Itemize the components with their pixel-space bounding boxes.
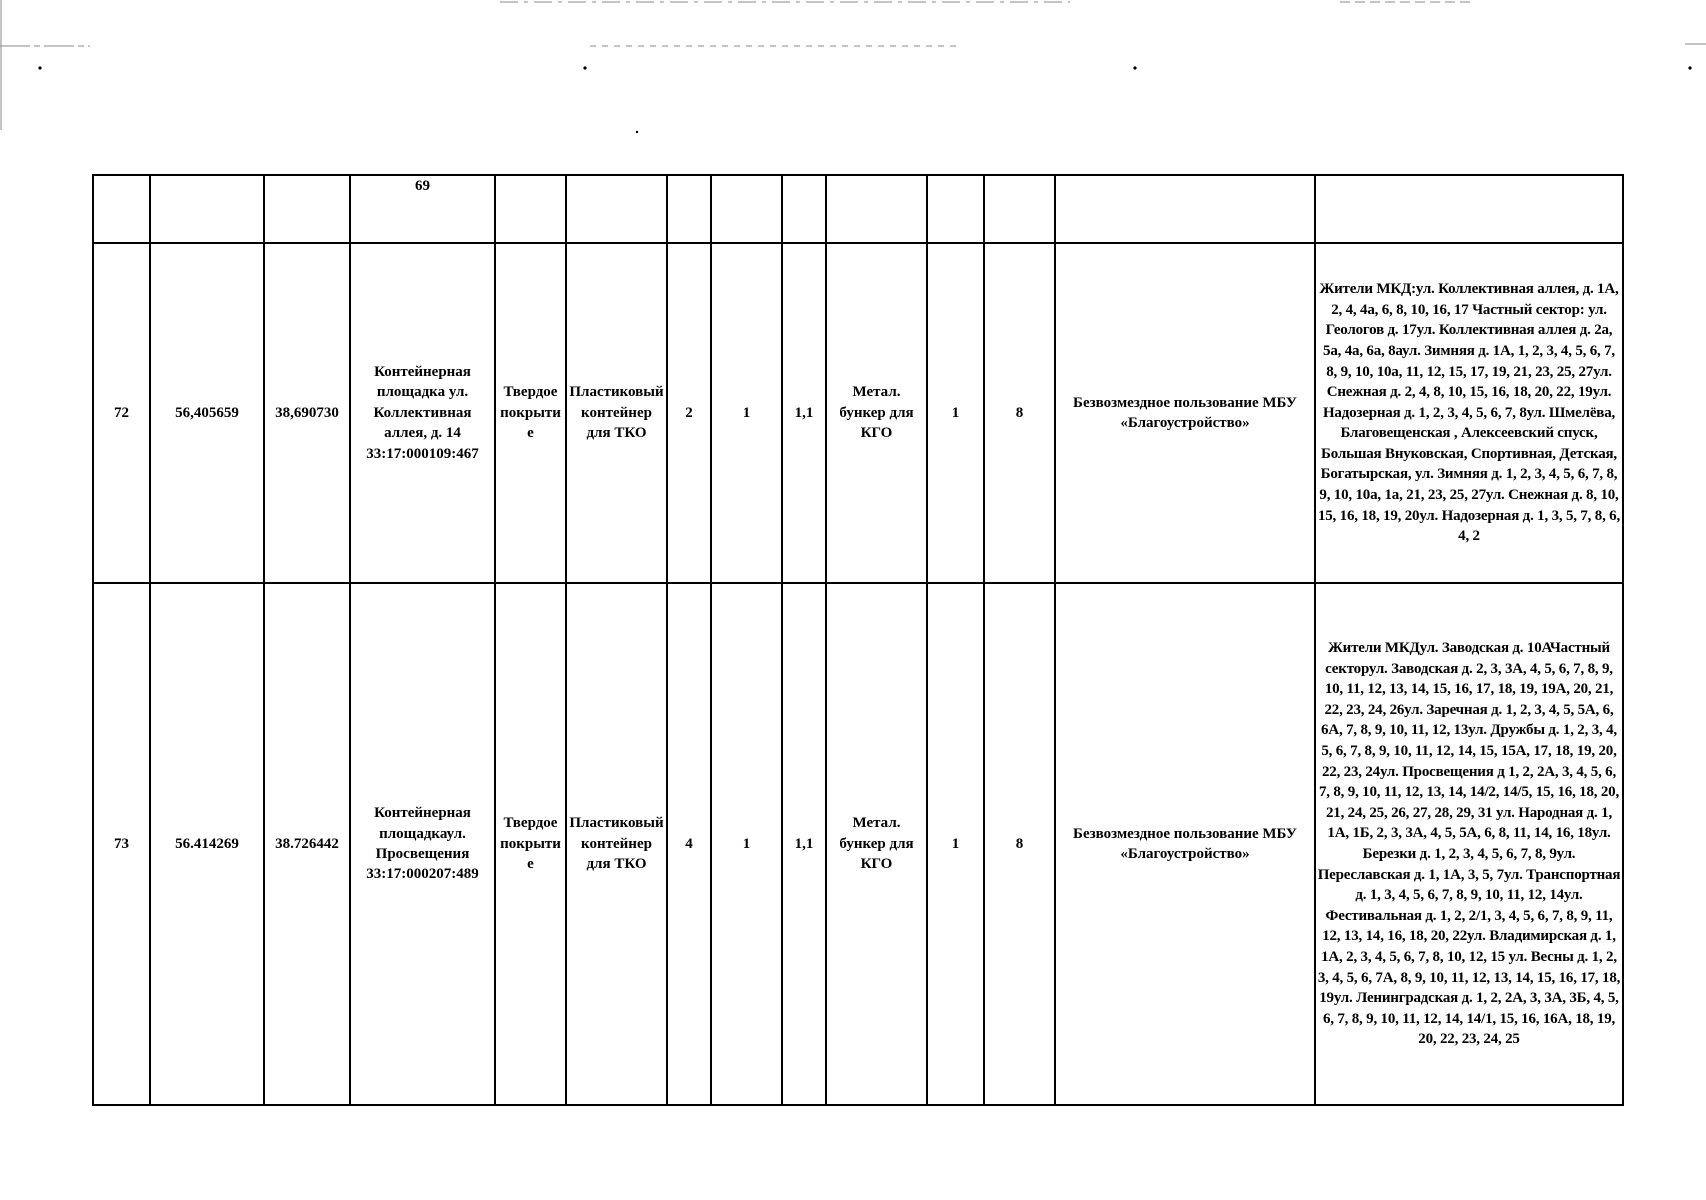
cell-residents: Жители МКД:ул. Коллективная аллея, д. 1А, 2, 4, 4а, 6, 8, 10, 16, 17 Частный сектор: ул. Геологов д. 17ул. Коллективная аллея д. 2а, 5а, 4а, 6а, 8аул. Зимняя д. 1А, 1, 2, 3, 4, 5, 6, 7, 8, 9, 10, 10а, 11, 12, 15, 17, 19, 21, 23, 25, 27ул. Снежная д. 2, 4, 8, 10, 15, 16, 18, 20, 22, 19ул. Надозерная д. 1, 2, 3, 4, 5, 6, 7, 8ул. Шмелёва, Благовещенская , Алексеевский спуск, Большая Внуковская, Спортивная, Детская, Богатырская, ул. Зимняя д. 1, 2, 3, 4, 5, 6, 7, 8, 9, 10, 10а, 1а, 21, 23, 25, 27ул. Снежная д. 8, 10, 15, 16, 18, 19, 20ул. Надозерная д. 1, 3, 5, 7, 8, 6, 4, 2 [1315, 243, 1623, 583]
cell-surface [495, 175, 566, 243]
cell-number [93, 175, 150, 243]
cell-bunker-count: 1 [927, 583, 984, 1105]
cell-bunker-count [927, 175, 984, 243]
cell-planned-count: 1 [711, 583, 782, 1105]
cell-container-count: 2 [667, 243, 711, 583]
cell-bunker: Метал. бункер для КГО [826, 243, 927, 583]
cell-container-type: Пластиковыйконтейнер для ТКО [566, 583, 667, 1105]
cell-longitude: 38.726442 [264, 583, 350, 1105]
cell-ownership: Безвозмездное пользование МБУ «Благоустройство» [1055, 583, 1315, 1105]
table-row [93, 243, 1623, 583]
cell-container-type [566, 175, 667, 243]
cell-volume: 1,1 [782, 583, 826, 1105]
cell-latitude: 56,405659 [150, 243, 264, 583]
cell-surface: Твердое покрытие [495, 583, 566, 1105]
cell-container-type: Пластиковый контейнер для ТКО [566, 243, 667, 583]
cell-number: 72 [93, 243, 150, 583]
cell-ownership: Безвозмездное пользование МБУ «Благоустройство» [1055, 243, 1315, 583]
cell-bunker-volume: 8 [984, 243, 1055, 583]
cell-number: 73 [93, 583, 150, 1105]
scan-artifacts [0, 0, 1706, 140]
cell-bunker-volume: 8 [984, 583, 1055, 1105]
cell-bunker-count: 1 [927, 243, 984, 583]
table-row [93, 583, 1623, 1105]
cell-site: 69 [350, 175, 495, 243]
cell-residents: Жители МКДул. Заводская д. 10АЧастный секторул. Заводская д. 2, 3, 3А, 4, 5, 6, 7, 8, 9, 10, 11, 12, 13, 14, 15, 16, 17, 18, 19, 19А, 20, 21, 22, 23, 24, 26ул. Заречная д. 1, 2, 3, 4, 5, 5А, 6, 6А, 7, 8, 9, 10, 11, 12, 13ул. Дружбы д. 1, 2, 3, 4, 5, 6, 7, 8, 9, 10, 11, 12, 14, 15, 15А, 17, 18, 19, 20, 22, 23, 24ул. Просвещения д 1, 2, 2А, 3, 4, 5, 6, 7, 8, 9, 10, 11, 12, 13, 14, 14/2, 14/5, 15, 16, 18, 20, 21, 24, 25, 26, 27, 28, 29, 31 ул. Народная д. 1, 1А, 1Б, 2, 3, 3А, 4, 5, 5А, 6, 8, 11, 14, 16, 18ул. Березки д. 1, 2, 3, 4, 5, 6, 7, 8, 9ул. Переславская д. 1, 1А, 3, 5, 7ул. Транспортная д. 1, 3, 4, 5, 6, 7, 8, 9, 10, 11, 12, 14ул. Фестивальная д. 1, 2, 2/1, 3, 4, 5, 6, 7, 8, 9, 11, 12, 13, 14, 16, 18, 20, 22ул. Владимирская д. 1, 1А, 2, 3, 4, 5, 6, 7, 8, 10, 12, 15 ул. Весны д. 1, 2, 3, 4, 5, 6, 7А, 8, 9, 10, 11, 12, 13, 14, 15, 16, 17, 18, 19ул. Ленинградская д. 1, 2, 2А, 3, 3А, 3Б, 4, 5, 6, 7, 8, 9, 10, 11, 12, 14, 14/1, 15, 16, 16А, 18, 19, 20, 22, 23, 24, 25 [1315, 583, 1623, 1105]
table-row-carry-over [93, 175, 1623, 243]
cell-bunker-volume [984, 175, 1055, 243]
cell-latitude: 56.414269 [150, 583, 264, 1105]
cell-longitude [264, 175, 350, 243]
cell-site: Контейнерная площадкаул. Просвещения 33:17:000207:489 [350, 583, 495, 1105]
cell-bunker: Метал. бункер для КГО [826, 583, 927, 1105]
container-sites-table [92, 174, 1624, 1106]
cell-bunker [826, 175, 927, 243]
cell-longitude: 38,690730 [264, 243, 350, 583]
cell-container-count [667, 175, 711, 243]
cell-volume: 1,1 [782, 243, 826, 583]
cell-container-count: 4 [667, 583, 711, 1105]
cell-ownership [1055, 175, 1315, 243]
cell-site: Контейнерная площадка ул. Коллективная аллея, д. 14 33:17:000109:467 [350, 243, 495, 583]
cell-latitude [150, 175, 264, 243]
cell-volume [782, 175, 826, 243]
cell-surface: Твердое покрытие [495, 243, 566, 583]
cell-residents [1315, 175, 1623, 243]
cell-planned-count: 1 [711, 243, 782, 583]
cell-planned-count [711, 175, 782, 243]
